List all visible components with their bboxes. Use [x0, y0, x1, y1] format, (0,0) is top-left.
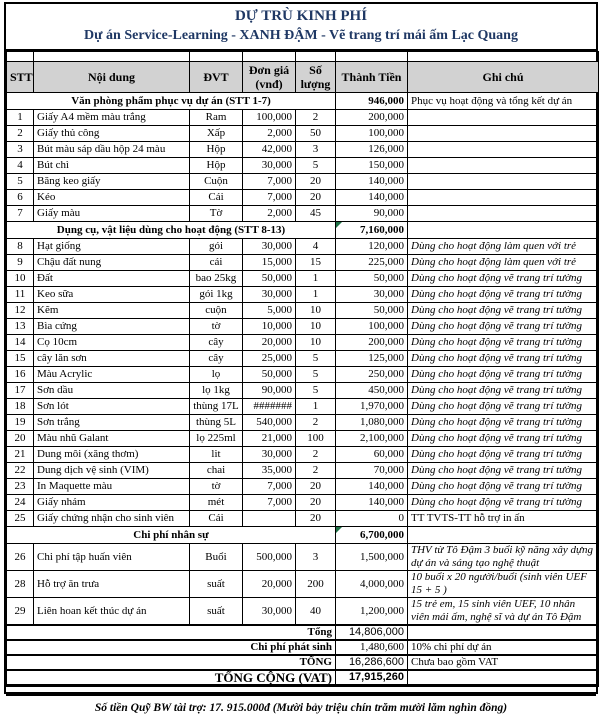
cell-thanh-tien: 50,000 [336, 303, 408, 319]
item-row [7, 206, 599, 222]
cell-noi-dung: Chậu đất nung [34, 255, 190, 271]
column-header-don-gia: Đơn giá (vnđ) [243, 62, 296, 93]
cell-ghi-chu: Dùng cho hoạt động làm quen với trẻ [408, 255, 599, 271]
cell-dvt: thùng 5L [190, 415, 243, 431]
cell-dvt: cây [190, 351, 243, 367]
cell-dvt: gói 1kg [190, 287, 243, 303]
cell-ghi-chu [408, 158, 599, 174]
cell-don-gia: 25,000 [243, 351, 296, 367]
spacer-cell [408, 52, 599, 62]
cell-thanh-tien: 1,200,000 [336, 598, 408, 626]
cell-thanh-tien: 200,000 [336, 335, 408, 351]
cell-thanh-tien: 250,000 [336, 367, 408, 383]
cell-ghi-chu: Dùng cho hoạt động vẽ trang trí tường [408, 335, 599, 351]
cell-so-luong: 20 [296, 479, 336, 495]
cell-stt: 26 [7, 544, 34, 571]
cell-so-luong: 10 [296, 303, 336, 319]
cell-so-luong: 200 [296, 571, 336, 598]
cell-don-gia: 7,000 [243, 495, 296, 511]
cell-thanh-tien: 4,000,000 [336, 571, 408, 598]
item-row [7, 383, 599, 399]
spacer-row [7, 52, 599, 62]
column-header-ghi-chu: Ghi chú [408, 62, 599, 93]
item-row [7, 571, 599, 598]
cell-so-luong: 20 [296, 511, 336, 527]
section-total: 7,160,000 [336, 222, 408, 239]
cell-dvt: suất [190, 571, 243, 598]
spacer-cell [7, 52, 34, 62]
item-row [7, 287, 599, 303]
cell-don-gia: 35,000 [243, 463, 296, 479]
item-row [7, 271, 599, 287]
cell-don-gia: 50,000 [243, 271, 296, 287]
item-row [7, 303, 599, 319]
cell-so-luong: 50 [296, 126, 336, 142]
cell-ghi-chu: Dùng cho hoạt động vẽ trang trí tường [408, 271, 599, 287]
cell-thanh-tien: 140,000 [336, 495, 408, 511]
cell-stt: 2 [7, 126, 34, 142]
cell-stt: 1 [7, 110, 34, 126]
cell-noi-dung: Hỗ trợ ăn trưa [34, 571, 190, 598]
cell-thanh-tien: 0 [336, 511, 408, 527]
section-total: 946,000 [336, 93, 408, 110]
cell-stt: 6 [7, 190, 34, 206]
total-row [7, 670, 599, 686]
cell-stt: 28 [7, 571, 34, 598]
cell-stt: 22 [7, 463, 34, 479]
cell-don-gia: 7,000 [243, 174, 296, 190]
cell-ghi-chu [408, 174, 599, 190]
cell-so-luong: 1 [296, 399, 336, 415]
section-note [408, 527, 599, 544]
cell-noi-dung: Chi phí tập huấn viên [34, 544, 190, 571]
cell-don-gia: 7,000 [243, 479, 296, 495]
cell-ghi-chu: THV từ Tô Đậm 3 buổi kỹ năng xây dựng dự án và sáng tạo nghệ thuật [408, 544, 599, 571]
cell-stt: 5 [7, 174, 34, 190]
cell-dvt: Xấp [190, 126, 243, 142]
total-note [408, 625, 599, 640]
cell-so-luong: 2 [296, 415, 336, 431]
cell-noi-dung: Giấy màu [34, 206, 190, 222]
cell-stt: 8 [7, 239, 34, 255]
item-row [7, 255, 599, 271]
item-row [7, 335, 599, 351]
cell-noi-dung: Kéo [34, 190, 190, 206]
cell-thanh-tien: 50,000 [336, 271, 408, 287]
cell-don-gia: 21,000 [243, 431, 296, 447]
cell-noi-dung: In Maquette màu [34, 479, 190, 495]
cell-thanh-tien: 150,000 [336, 158, 408, 174]
total-label: TỔNG CỘNG (VAT) [7, 670, 336, 686]
item-row [7, 399, 599, 415]
cell-thanh-tien: 125,000 [336, 351, 408, 367]
cell-stt: 20 [7, 431, 34, 447]
item-row [7, 415, 599, 431]
cell-noi-dung: Giấy thủ công [34, 126, 190, 142]
cell-stt: 3 [7, 142, 34, 158]
cell-ghi-chu: Dùng cho hoạt động vẽ trang trí tường [408, 399, 599, 415]
cell-don-gia: 50,000 [243, 367, 296, 383]
cell-so-luong: 10 [296, 319, 336, 335]
cell-so-luong: 3 [296, 142, 336, 158]
divider [6, 687, 596, 696]
cell-don-gia: 30,000 [243, 158, 296, 174]
total-amount: 16,286,600 [336, 655, 408, 670]
total-amount: 14,806,000 [336, 625, 408, 640]
cell-don-gia: 100,000 [243, 110, 296, 126]
section-row [7, 222, 599, 239]
cell-don-gia: 500,000 [243, 544, 296, 571]
total-row [7, 625, 599, 640]
cell-dvt: Hộp [190, 158, 243, 174]
item-row [7, 495, 599, 511]
item-row [7, 447, 599, 463]
cell-thanh-tien: 120,000 [336, 239, 408, 255]
cell-ghi-chu: Dùng cho hoạt động vẽ trang trí tường [408, 383, 599, 399]
cell-so-luong: 100 [296, 431, 336, 447]
column-header-so-luong: Số lượng [296, 62, 336, 93]
cell-noi-dung: Giấy nhám [34, 495, 190, 511]
cell-so-luong: 2 [296, 110, 336, 126]
cell-noi-dung: Sơn trắng [34, 415, 190, 431]
cell-ghi-chu: Dùng cho hoạt động vẽ trang trí tường [408, 447, 599, 463]
cell-noi-dung: Băng keo giấy [34, 174, 190, 190]
item-row [7, 431, 599, 447]
total-amount: 17,915,260 [336, 670, 408, 686]
cell-don-gia [243, 511, 296, 527]
cell-thanh-tien: 140,000 [336, 174, 408, 190]
cell-don-gia: 540,000 [243, 415, 296, 431]
cell-noi-dung: Sơn lót [34, 399, 190, 415]
cell-ghi-chu [408, 206, 599, 222]
cell-ghi-chu [408, 126, 599, 142]
cell-ghi-chu: Dùng cho hoạt động vẽ trang trí tường [408, 319, 599, 335]
cell-noi-dung: Hạt giống [34, 239, 190, 255]
sponsor-note: Số tiền Quỹ BW tài trợ: 17. 915.000đ (Mười bảy triệu chín trăm mười lăm nghìn đồng) [94, 702, 508, 714]
section-label: Dụng cụ, vật liệu dùng cho hoạt động (STT 8-13) [7, 222, 336, 239]
cell-stt: 7 [7, 206, 34, 222]
item-row [7, 174, 599, 190]
cell-stt: 15 [7, 351, 34, 367]
cell-noi-dung: Cọ 10cm [34, 335, 190, 351]
section-row [7, 93, 599, 110]
cell-error-flag-icon [336, 527, 342, 533]
budget-table [6, 51, 599, 687]
cell-thanh-tien: 2,100,000 [336, 431, 408, 447]
cell-stt: 23 [7, 479, 34, 495]
cell-noi-dung: Màu Acrylic [34, 367, 190, 383]
cell-dvt: Cuộn [190, 174, 243, 190]
item-row [7, 367, 599, 383]
cell-noi-dung: Bút màu sáp dầu hộp 24 màu [34, 142, 190, 158]
cell-don-gia: 30,000 [243, 447, 296, 463]
cell-dvt: bao 25kg [190, 271, 243, 287]
cell-noi-dung: Keo sữa [34, 287, 190, 303]
cell-noi-dung: Liên hoan kết thúc dự án [34, 598, 190, 626]
cell-thanh-tien: 126,000 [336, 142, 408, 158]
cell-dvt: cái [190, 255, 243, 271]
cell-so-luong: 2 [296, 463, 336, 479]
bottom-block [6, 687, 596, 720]
cell-stt: 17 [7, 383, 34, 399]
column-header-noi-dung: Nội dung [34, 62, 190, 93]
cell-noi-dung: Bút chì [34, 158, 190, 174]
cell-so-luong: 40 [296, 598, 336, 626]
cell-stt: 13 [7, 319, 34, 335]
cell-don-gia: 7,000 [243, 190, 296, 206]
cell-so-luong: 15 [296, 255, 336, 271]
total-row [7, 655, 599, 670]
cell-noi-dung: Kẽm [34, 303, 190, 319]
cell-noi-dung: Sơn dầu [34, 383, 190, 399]
cell-don-gia: 15,000 [243, 255, 296, 271]
cell-dvt: tờ [190, 479, 243, 495]
item-row [7, 190, 599, 206]
cell-noi-dung: cây lăn sơn [34, 351, 190, 367]
section-label: Chi phí nhân sự [7, 527, 336, 544]
cell-so-luong: 20 [296, 174, 336, 190]
cell-don-gia: 30,000 [243, 239, 296, 255]
item-row [7, 239, 599, 255]
spacer-cell [336, 52, 408, 62]
cell-thanh-tien: 90,000 [336, 206, 408, 222]
cell-don-gia: 30,000 [243, 287, 296, 303]
item-row [7, 351, 599, 367]
spacer-cell [296, 52, 336, 62]
cell-stt: 29 [7, 598, 34, 626]
cell-stt: 11 [7, 287, 34, 303]
cell-don-gia: 5,000 [243, 303, 296, 319]
cell-noi-dung: Bìa cứng [34, 319, 190, 335]
cell-stt: 25 [7, 511, 34, 527]
cell-dvt: chai [190, 463, 243, 479]
spacer-cell [34, 52, 190, 62]
cell-dvt: lọ 225ml [190, 431, 243, 447]
cell-so-luong: 5 [296, 158, 336, 174]
cell-ghi-chu: 10 buổi x 20 người/buổi (sinh viên UEF 15 + 5 ) [408, 571, 599, 598]
cell-ghi-chu: Dùng cho hoạt động làm quen với trẻ [408, 239, 599, 255]
cell-don-gia: 30,000 [243, 598, 296, 626]
cell-thanh-tien: 200,000 [336, 110, 408, 126]
cell-dvt: Buổi [190, 544, 243, 571]
cell-stt: 19 [7, 415, 34, 431]
cell-dvt: cuộn [190, 303, 243, 319]
cell-don-gia: 10,000 [243, 319, 296, 335]
total-note [408, 670, 599, 686]
cell-stt: 10 [7, 271, 34, 287]
cell-noi-dung: Dung dịch vệ sinh (VIM) [34, 463, 190, 479]
title-block [6, 4, 596, 51]
cell-stt: 4 [7, 158, 34, 174]
cell-ghi-chu: Dùng cho hoạt động vẽ trang trí tường [408, 463, 599, 479]
spacer-cell [190, 52, 243, 62]
cell-don-gia: 42,000 [243, 142, 296, 158]
cell-stt: 16 [7, 367, 34, 383]
cell-ghi-chu: Dùng cho hoạt động vẽ trang trí tường [408, 495, 599, 511]
total-label: Tổng [7, 625, 336, 640]
page-subtitle: Dự án Service-Learning - XANH ĐẬM - Vẽ trang trí mái ấm Lạc Quang [84, 28, 518, 43]
cell-dvt: cây [190, 335, 243, 351]
cell-so-luong: 1 [296, 271, 336, 287]
cell-thanh-tien: 100,000 [336, 126, 408, 142]
cell-so-luong: 20 [296, 190, 336, 206]
item-row [7, 110, 599, 126]
section-note [408, 222, 599, 239]
cell-dvt: Cái [190, 511, 243, 527]
column-header-stt: STT [7, 62, 34, 93]
column-header-thanh-tien: Thành Tiền [336, 62, 408, 93]
cell-thanh-tien: 1,080,000 [336, 415, 408, 431]
cell-thanh-tien: 140,000 [336, 190, 408, 206]
cell-stt: 24 [7, 495, 34, 511]
section-note: Phục vụ hoạt động và tổng kết dự án [408, 93, 599, 110]
item-row [7, 511, 599, 527]
spacer-cell [243, 52, 296, 62]
total-label: TỔNG [7, 655, 336, 670]
cell-ghi-chu [408, 190, 599, 206]
cell-dvt: Tờ [190, 206, 243, 222]
cell-thanh-tien: 60,000 [336, 447, 408, 463]
cell-ghi-chu: 15 trẻ em, 15 sinh viên UEF, 10 nhân viên mái ấm, nghệ sĩ và dự án Tô Đậm [408, 598, 599, 626]
cell-stt: 14 [7, 335, 34, 351]
cell-so-luong: 2 [296, 447, 336, 463]
cell-ghi-chu: TT TVTS-TT hỗ trợ in ấn [408, 511, 599, 527]
cell-noi-dung: Màu nhũ Galant [34, 431, 190, 447]
cell-ghi-chu [408, 110, 599, 126]
cell-noi-dung: Giấy chứng nhận cho sinh viên [34, 511, 190, 527]
cell-thanh-tien: 140,000 [336, 479, 408, 495]
cell-so-luong: 5 [296, 383, 336, 399]
item-row [7, 319, 599, 335]
cell-dvt: tờ [190, 319, 243, 335]
item-row [7, 479, 599, 495]
total-note: 10% chi phí dự án [408, 640, 599, 655]
item-row [7, 598, 599, 626]
cell-ghi-chu: Dùng cho hoạt động vẽ trang trí tường [408, 303, 599, 319]
cell-so-luong: 4 [296, 239, 336, 255]
cell-stt: 12 [7, 303, 34, 319]
cell-ghi-chu: Dùng cho hoạt động vẽ trang trí tường [408, 415, 599, 431]
cell-stt: 9 [7, 255, 34, 271]
cell-thanh-tien: 1,500,000 [336, 544, 408, 571]
cell-thanh-tien: 100,000 [336, 319, 408, 335]
item-row [7, 142, 599, 158]
cell-so-luong: 1 [296, 287, 336, 303]
cell-noi-dung: Đất [34, 271, 190, 287]
cell-error-flag-icon [336, 222, 342, 228]
cell-dvt: lit [190, 447, 243, 463]
cell-thanh-tien: 70,000 [336, 463, 408, 479]
cell-ghi-chu: Dùng cho hoạt động vẽ trang trí tường [408, 351, 599, 367]
cell-thanh-tien: 1,970,000 [336, 399, 408, 415]
cell-ghi-chu: Dùng cho hoạt động vẽ trang trí tường [408, 479, 599, 495]
cell-noi-dung: Giấy A4 mềm màu trắng [34, 110, 190, 126]
cell-dvt: Ram [190, 110, 243, 126]
cell-stt: 18 [7, 399, 34, 415]
cell-dvt: thùng 17L [190, 399, 243, 415]
cell-don-gia: 20,000 [243, 571, 296, 598]
cell-so-luong: 3 [296, 544, 336, 571]
cell-thanh-tien: 30,000 [336, 287, 408, 303]
section-total: 6,700,000 [336, 527, 408, 544]
cell-dvt: gói [190, 239, 243, 255]
budget-sheet [4, 2, 598, 714]
cell-so-luong: 10 [296, 335, 336, 351]
cell-so-luong: 20 [296, 495, 336, 511]
cell-noi-dung: Dung môi (xăng thơm) [34, 447, 190, 463]
table-header-row [7, 62, 599, 93]
cell-don-gia: 2,000 [243, 126, 296, 142]
cell-dvt: Hộp [190, 142, 243, 158]
cell-dvt: suất [190, 598, 243, 626]
cell-ghi-chu: Dùng cho hoạt động vẽ trang trí tường [408, 431, 599, 447]
section-row [7, 527, 599, 544]
cell-so-luong: 45 [296, 206, 336, 222]
cell-stt: 21 [7, 447, 34, 463]
cell-thanh-tien: 450,000 [336, 383, 408, 399]
total-row [7, 640, 599, 655]
section-label: Văn phòng phẩm phục vụ dự án (STT 1-7) [7, 93, 336, 110]
cell-ghi-chu: Dùng cho hoạt động vẽ trang trí tường [408, 287, 599, 303]
cell-ghi-chu: Dùng cho hoạt động vẽ trang trí tường [408, 367, 599, 383]
item-row [7, 126, 599, 142]
cell-dvt: lọ 1kg [190, 383, 243, 399]
column-header-dvt: ĐVT [190, 62, 243, 93]
cell-don-gia: ####### [243, 399, 296, 415]
item-row [7, 158, 599, 174]
cell-don-gia: 90,000 [243, 383, 296, 399]
item-row [7, 544, 599, 571]
cell-so-luong: 5 [296, 351, 336, 367]
cell-don-gia: 2,000 [243, 206, 296, 222]
total-label: Chi phí phát sinh [7, 640, 336, 655]
cell-ghi-chu [408, 142, 599, 158]
total-note: Chưa bao gồm VAT [408, 655, 599, 670]
item-row [7, 463, 599, 479]
cell-dvt: mét [190, 495, 243, 511]
cell-don-gia: 20,000 [243, 335, 296, 351]
cell-so-luong: 5 [296, 367, 336, 383]
cell-dvt: lọ [190, 367, 243, 383]
total-amount: 1,480,600 [336, 640, 408, 655]
cell-thanh-tien: 225,000 [336, 255, 408, 271]
cell-dvt: Cái [190, 190, 243, 206]
page-title: DỰ TRÙ KINH PHÍ [234, 8, 368, 24]
